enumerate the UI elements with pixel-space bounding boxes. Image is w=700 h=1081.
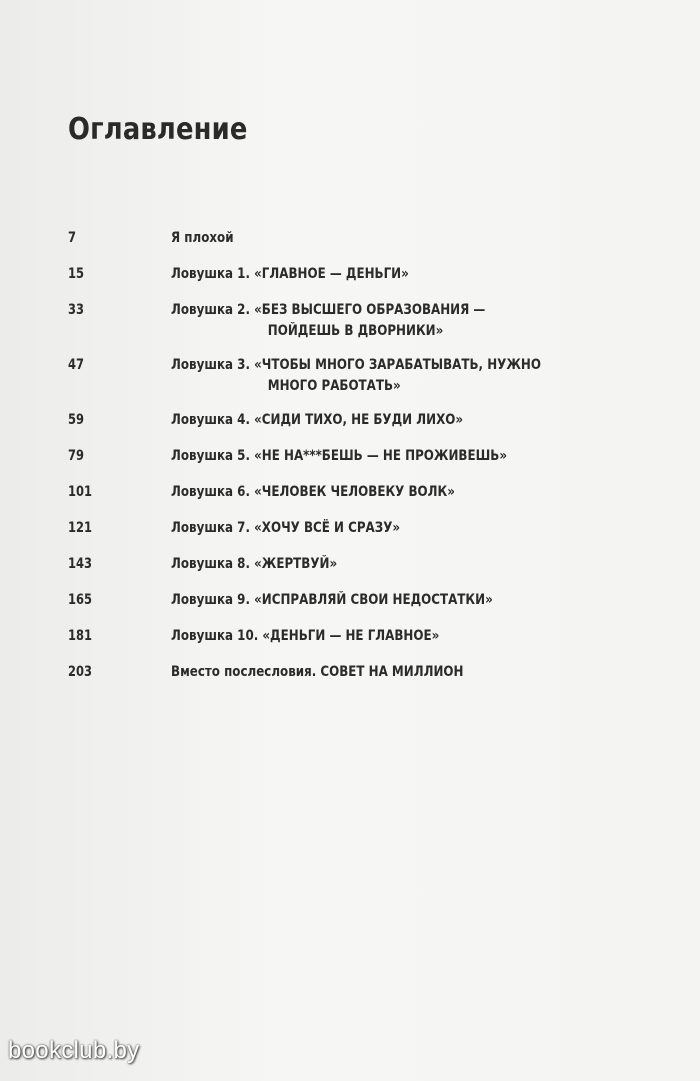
toc-entry — [68, 518, 628, 539]
toc-entry-line: Ловушка 6. «ЧЕЛОВЕК ЧЕЛОВЕКУ ВОЛК» — [171, 484, 455, 500]
toc-entry-title — [171, 446, 581, 467]
table-of-contents — [68, 228, 628, 698]
toc-page-number: 7 — [68, 230, 76, 246]
toc-entry-line: Ловушка 1. «ГЛАВНОЕ — ДЕНЬГИ» — [171, 266, 409, 282]
toc-entry — [68, 482, 628, 503]
toc-entry — [68, 554, 628, 575]
toc-page-number: 165 — [68, 592, 92, 608]
toc-page-number: 15 — [68, 266, 84, 282]
toc-entry — [68, 264, 628, 285]
toc-page-number: 121 — [68, 520, 92, 536]
toc-entry — [68, 228, 628, 249]
toc-entry-title — [171, 662, 528, 683]
toc-page-number: 181 — [68, 628, 92, 644]
toc-entry — [68, 626, 628, 647]
toc-entry-title — [171, 518, 450, 539]
toc-entry-line: Ловушка 4. «СИДИ ТИХО, НЕ БУДИ ЛИХО» — [171, 412, 464, 428]
toc-entry-line: Ловушка 7. «ХОЧУ ВСЁ И СРАЗУ» — [171, 520, 401, 536]
toc-page-number: 79 — [68, 448, 84, 464]
toc-page-number: 203 — [68, 664, 92, 680]
toc-entry-line: Ловушка 9. «ИСПРАВЛЯЙ СВОИ НЕДОСТАТКИ» — [171, 592, 493, 608]
toc-entry-line: Ловушка 3. «ЧТОБЫ МНОГО ЗАРАБАТЫВАТЬ, НУЖНО — [171, 357, 541, 373]
toc-entry-line: Ловушка 10. «ДЕНЬГИ — НЕ ГЛАВНОЕ» — [171, 628, 440, 644]
toc-page-number: 47 — [68, 357, 84, 373]
toc-entry-line: Вместо послесловия. СОВЕТ НА МИЛЛИОН — [171, 664, 464, 680]
toc-entry — [68, 662, 628, 683]
toc-entry-title — [171, 626, 498, 647]
toc-page-number: 143 — [68, 556, 92, 572]
toc-page-number: 101 — [68, 484, 92, 500]
toc-entry — [68, 446, 628, 467]
toc-entry-title — [171, 355, 622, 397]
page-title: Оглавление — [68, 112, 248, 147]
toc-entry — [68, 410, 628, 431]
toc-entry-line: МНОГО РАБОТАТЬ» — [267, 378, 401, 394]
toc-entry — [68, 590, 628, 611]
toc-entry-title — [171, 482, 517, 503]
toc-page-number: 59 — [68, 412, 84, 428]
toc-entry-title — [171, 410, 527, 431]
toc-entry-title — [171, 228, 247, 249]
toc-entry-line: Ловушка 5. «НЕ НА***БЕШЬ — НЕ ПРОЖИВЕШЬ» — [171, 448, 508, 464]
toc-entry-line: Я плохой — [171, 230, 234, 246]
toc-entry-line: Ловушка 8. «ЖЕРТВУЙ» — [171, 556, 338, 572]
toc-entry-line: ПОЙДЕШЬ В ДВОРНИКИ» — [267, 323, 444, 339]
toc-entry-title — [171, 264, 461, 285]
toc-entry-line: Ловушка 2. «БЕЗ ВЫСШЕГО ОБРАЗОВАНИЯ — — [171, 302, 486, 318]
toc-page-number: 33 — [68, 302, 84, 318]
watermark: bookclub.by — [8, 1037, 140, 1064]
toc-entry-title — [171, 300, 554, 342]
toc-entry-title — [171, 554, 374, 575]
toc-entry-title — [171, 590, 563, 611]
toc-entry — [68, 355, 628, 397]
toc-entry — [68, 300, 628, 342]
